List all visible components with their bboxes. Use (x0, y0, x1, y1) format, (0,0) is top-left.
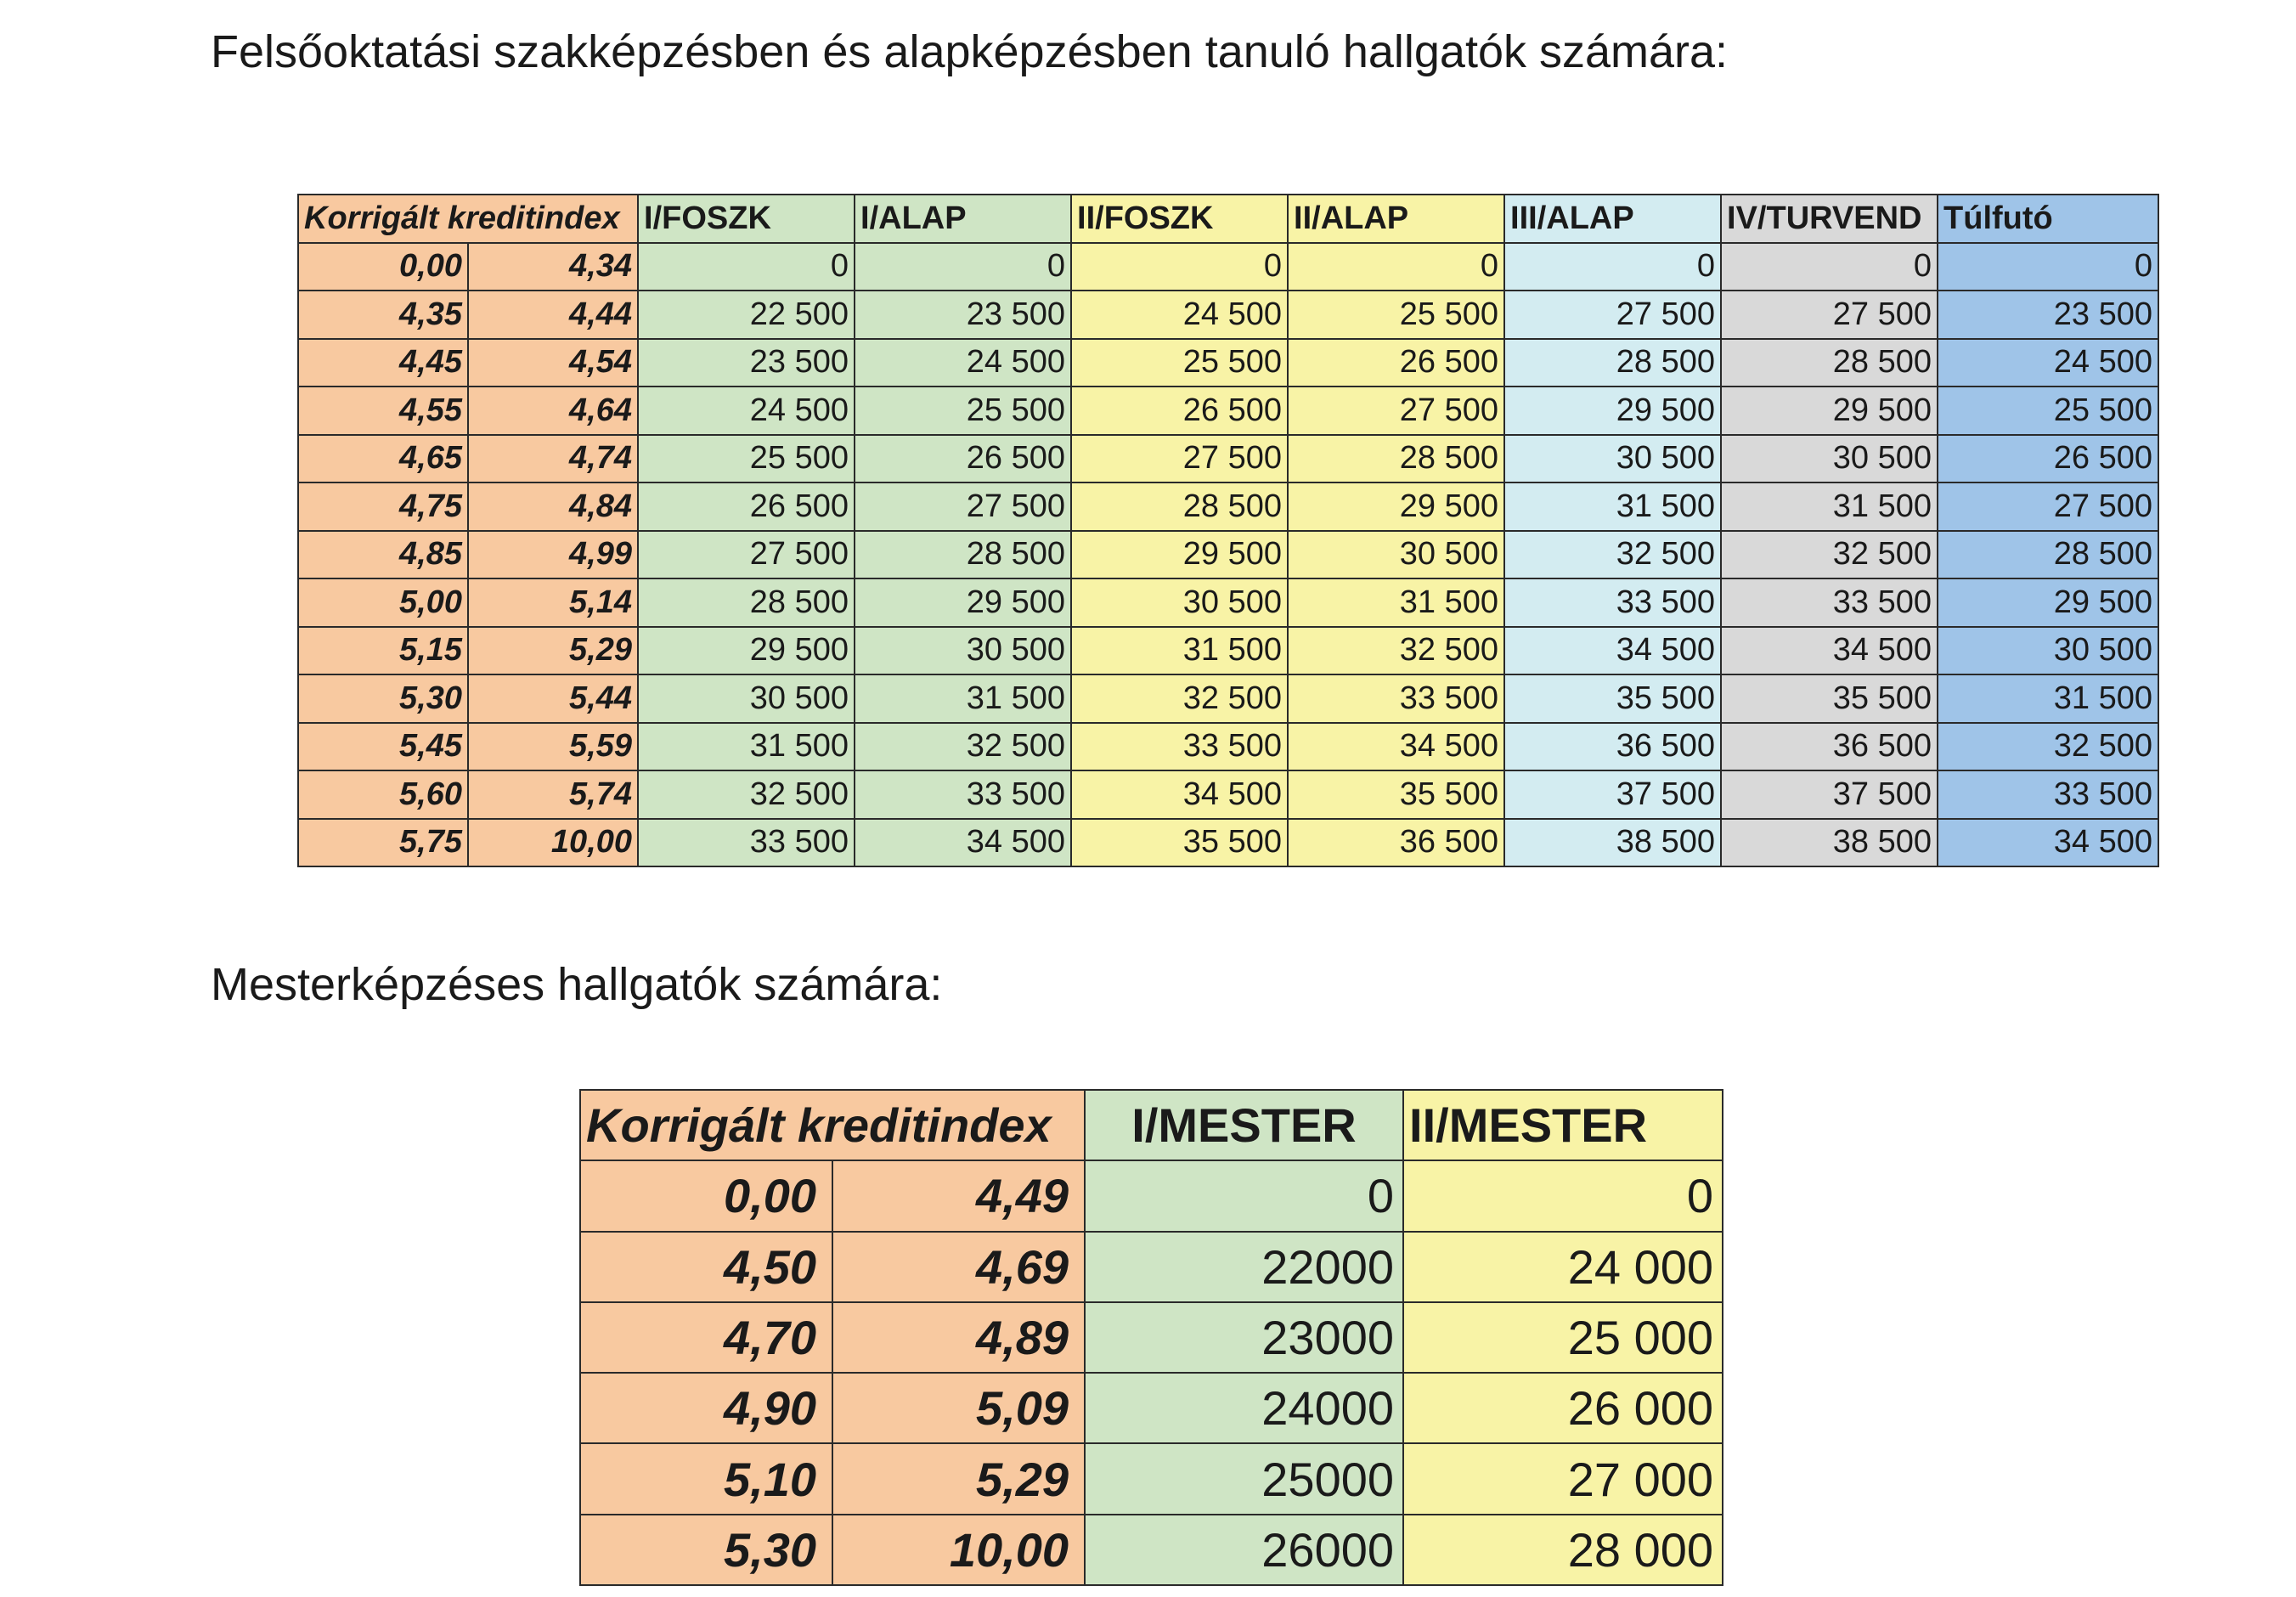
value-cell: 24 500 (1938, 339, 2158, 387)
value-cell: 27 500 (638, 531, 855, 579)
range-to-cell: 5,29 (832, 1443, 1085, 1514)
range-from-cell: 5,30 (298, 674, 468, 723)
value-cell: 29 500 (855, 578, 1071, 627)
value-cell: 28 500 (1288, 435, 1504, 483)
table-row (298, 531, 2158, 579)
column-header: I/FOSZK (638, 195, 855, 243)
value-cell: 38 500 (1504, 819, 1721, 867)
range-to-cell: 4,54 (468, 339, 638, 387)
value-cell: 0 (1288, 243, 1504, 291)
value-cell: 22000 (1085, 1232, 1403, 1302)
value-cell: 35 500 (1721, 674, 1938, 723)
range-from-cell: 4,45 (298, 339, 468, 387)
value-cell: 27 500 (1288, 387, 1504, 435)
range-header-cell: Korrigált kreditindex (298, 195, 638, 243)
value-cell: 29 500 (1721, 387, 1938, 435)
range-from-cell: 5,10 (580, 1443, 832, 1514)
value-cell: 27 500 (1071, 435, 1288, 483)
column-header: II/MESTER (1403, 1090, 1723, 1160)
value-cell: 26000 (1085, 1515, 1403, 1585)
value-cell: 32 500 (1721, 531, 1938, 579)
value-cell: 0 (1938, 243, 2158, 291)
value-cell: 29 500 (1288, 482, 1504, 531)
table-row (298, 674, 2158, 723)
value-cell: 34 500 (1504, 627, 1721, 675)
range-from-cell: 4,70 (580, 1302, 832, 1373)
range-from-cell: 5,75 (298, 819, 468, 867)
range-to-cell: 4,34 (468, 243, 638, 291)
table-row (580, 1160, 1723, 1231)
value-cell: 32 500 (638, 770, 855, 819)
range-from-cell: 0,00 (580, 1160, 832, 1231)
range-to-cell: 5,59 (468, 723, 638, 771)
header-row (298, 195, 2158, 243)
table-row (298, 482, 2158, 531)
range-from-cell: 4,90 (580, 1373, 832, 1443)
range-header-cell: Korrigált kreditindex (580, 1090, 1085, 1160)
value-cell: 30 500 (1938, 627, 2158, 675)
value-cell: 23 500 (638, 339, 855, 387)
column-header: I/ALAP (855, 195, 1071, 243)
header-row (580, 1090, 1723, 1160)
table-row (580, 1302, 1723, 1373)
value-cell: 0 (1403, 1160, 1723, 1231)
value-cell: 33 500 (1938, 770, 2158, 819)
value-cell: 22 500 (638, 291, 855, 339)
table-row (298, 723, 2158, 771)
range-from-cell: 5,15 (298, 627, 468, 675)
table-row (298, 770, 2158, 819)
column-header: II/ALAP (1288, 195, 1504, 243)
value-cell: 0 (1071, 243, 1288, 291)
value-cell: 38 500 (1721, 819, 1938, 867)
value-cell: 25000 (1085, 1443, 1403, 1514)
value-cell: 24000 (1085, 1373, 1403, 1443)
column-header: Túlfutó (1938, 195, 2158, 243)
value-cell: 33 500 (1721, 578, 1938, 627)
value-cell: 33 500 (855, 770, 1071, 819)
value-cell: 29 500 (1504, 387, 1721, 435)
column-header: I/MESTER (1085, 1090, 1403, 1160)
value-cell: 35 500 (1288, 770, 1504, 819)
range-from-cell: 4,85 (298, 531, 468, 579)
section2-heading: Mesterképzéses hallgatók számára: (211, 959, 943, 1010)
range-from-cell: 4,65 (298, 435, 468, 483)
value-cell: 34 500 (1288, 723, 1504, 771)
table-row (580, 1232, 1723, 1302)
column-header: II/FOSZK (1071, 195, 1288, 243)
value-cell: 37 500 (1721, 770, 1938, 819)
value-cell: 0 (855, 243, 1071, 291)
value-cell: 32 500 (1288, 627, 1504, 675)
value-cell: 30 500 (1504, 435, 1721, 483)
value-cell: 23 500 (855, 291, 1071, 339)
range-to-cell: 5,09 (832, 1373, 1085, 1443)
value-cell: 35 500 (1071, 819, 1288, 867)
value-cell: 35 500 (1504, 674, 1721, 723)
value-cell: 31 500 (1938, 674, 2158, 723)
range-to-cell: 10,00 (468, 819, 638, 867)
range-to-cell: 5,74 (468, 770, 638, 819)
range-to-cell: 4,74 (468, 435, 638, 483)
range-from-cell: 5,00 (298, 578, 468, 627)
value-cell: 33 500 (1288, 674, 1504, 723)
range-to-cell: 4,84 (468, 482, 638, 531)
table-row (298, 387, 2158, 435)
value-cell: 30 500 (855, 627, 1071, 675)
value-cell: 27 500 (1504, 291, 1721, 339)
value-cell: 23000 (1085, 1302, 1403, 1373)
value-cell: 24 500 (638, 387, 855, 435)
value-cell: 28 500 (638, 578, 855, 627)
value-cell: 28 500 (1721, 339, 1938, 387)
range-from-cell: 4,50 (580, 1232, 832, 1302)
value-cell: 33 500 (638, 819, 855, 867)
value-cell: 32 500 (1504, 531, 1721, 579)
table-row (298, 291, 2158, 339)
value-cell: 30 500 (1071, 578, 1288, 627)
value-cell: 27 500 (855, 482, 1071, 531)
value-cell: 0 (1721, 243, 1938, 291)
value-cell: 36 500 (1504, 723, 1721, 771)
value-cell: 30 500 (1288, 531, 1504, 579)
value-cell: 28 000 (1403, 1515, 1723, 1585)
value-cell: 32 500 (855, 723, 1071, 771)
value-cell: 34 500 (1938, 819, 2158, 867)
table-row (580, 1373, 1723, 1443)
range-from-cell: 4,75 (298, 482, 468, 531)
value-cell: 26 500 (1938, 435, 2158, 483)
table-row (298, 435, 2158, 483)
table-row (580, 1515, 1723, 1585)
value-cell: 0 (1085, 1160, 1403, 1231)
section1-heading: Felsőoktatási szakképzésben és alapképzésben tanuló hallgatók számára: (211, 26, 1729, 77)
range-to-cell: 5,14 (468, 578, 638, 627)
value-cell: 26 500 (638, 482, 855, 531)
table-row (298, 339, 2158, 387)
range-from-cell: 4,35 (298, 291, 468, 339)
range-to-cell: 4,89 (832, 1302, 1085, 1373)
value-cell: 25 500 (1288, 291, 1504, 339)
range-from-cell: 5,45 (298, 723, 468, 771)
value-cell: 27 000 (1403, 1443, 1723, 1514)
value-cell: 28 500 (855, 531, 1071, 579)
value-cell: 27 500 (1721, 291, 1938, 339)
value-cell: 24 000 (1403, 1232, 1723, 1302)
value-cell: 29 500 (1071, 531, 1288, 579)
value-cell: 29 500 (1938, 578, 2158, 627)
value-cell: 34 500 (1721, 627, 1938, 675)
value-cell: 28 500 (1938, 531, 2158, 579)
range-from-cell: 5,60 (298, 770, 468, 819)
value-cell: 36 500 (1288, 819, 1504, 867)
range-to-cell: 4,49 (832, 1160, 1085, 1231)
value-cell: 31 500 (1288, 578, 1504, 627)
value-cell: 30 500 (1721, 435, 1938, 483)
range-from-cell: 5,30 (580, 1515, 832, 1585)
range-from-cell: 0,00 (298, 243, 468, 291)
value-cell: 25 500 (855, 387, 1071, 435)
value-cell: 25 000 (1403, 1302, 1723, 1373)
range-from-cell: 4,55 (298, 387, 468, 435)
range-to-cell: 4,99 (468, 531, 638, 579)
table-row (298, 627, 2158, 675)
table-row (298, 243, 2158, 291)
range-to-cell: 10,00 (832, 1515, 1085, 1585)
value-cell: 32 500 (1071, 674, 1288, 723)
table-row (298, 578, 2158, 627)
range-to-cell: 5,29 (468, 627, 638, 675)
bachelor-scholarship-table (297, 194, 2159, 867)
value-cell: 26 500 (855, 435, 1071, 483)
value-cell: 26 000 (1403, 1373, 1723, 1443)
value-cell: 31 500 (1504, 482, 1721, 531)
value-cell: 26 500 (1288, 339, 1504, 387)
value-cell: 37 500 (1504, 770, 1721, 819)
value-cell: 33 500 (1504, 578, 1721, 627)
value-cell: 0 (1504, 243, 1721, 291)
value-cell: 24 500 (855, 339, 1071, 387)
value-cell: 0 (638, 243, 855, 291)
column-header: III/ALAP (1504, 195, 1721, 243)
value-cell: 31 500 (638, 723, 855, 771)
range-to-cell: 4,64 (468, 387, 638, 435)
value-cell: 31 500 (855, 674, 1071, 723)
value-cell: 36 500 (1721, 723, 1938, 771)
value-cell: 29 500 (638, 627, 855, 675)
value-cell: 28 500 (1504, 339, 1721, 387)
range-to-cell: 4,44 (468, 291, 638, 339)
value-cell: 23 500 (1938, 291, 2158, 339)
table-row (580, 1443, 1723, 1514)
range-to-cell: 5,44 (468, 674, 638, 723)
range-to-cell: 4,69 (832, 1232, 1085, 1302)
value-cell: 30 500 (638, 674, 855, 723)
value-cell: 26 500 (1071, 387, 1288, 435)
value-cell: 34 500 (1071, 770, 1288, 819)
value-cell: 34 500 (855, 819, 1071, 867)
value-cell: 25 500 (1938, 387, 2158, 435)
value-cell: 24 500 (1071, 291, 1288, 339)
value-cell: 27 500 (1938, 482, 2158, 531)
value-cell: 25 500 (1071, 339, 1288, 387)
value-cell: 28 500 (1071, 482, 1288, 531)
master-scholarship-table (579, 1089, 1723, 1586)
table-row (298, 819, 2158, 867)
value-cell: 32 500 (1938, 723, 2158, 771)
value-cell: 33 500 (1071, 723, 1288, 771)
value-cell: 31 500 (1721, 482, 1938, 531)
value-cell: 25 500 (638, 435, 855, 483)
value-cell: 31 500 (1071, 627, 1288, 675)
column-header: IV/TURVEND (1721, 195, 1938, 243)
